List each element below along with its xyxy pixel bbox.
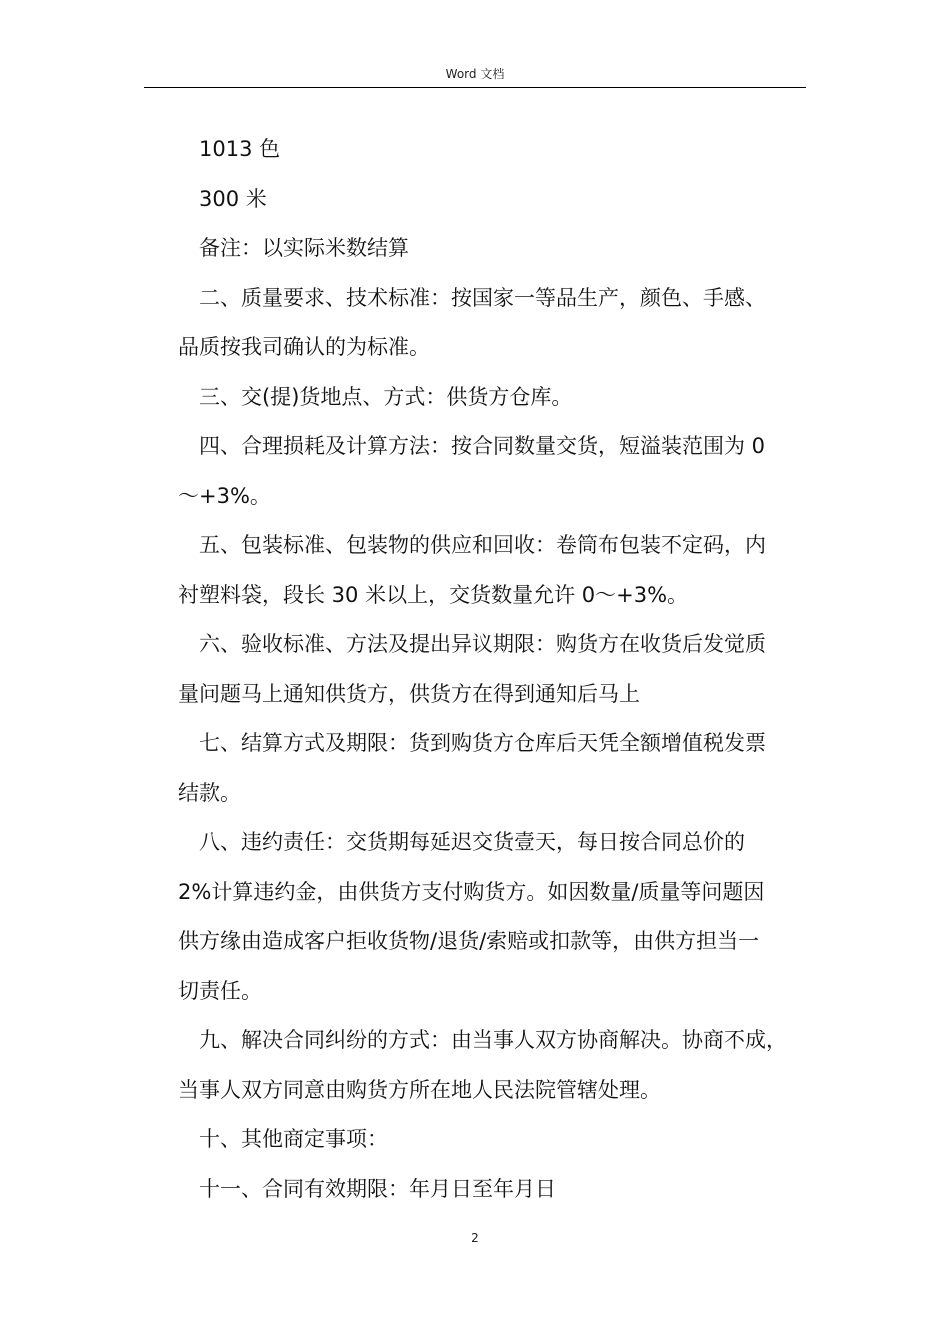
clause-10: 十、其他商定事项： [199, 1127, 388, 1151]
clause-8-line-2: 2%计算违约金，由供货方支付购货方。如因数量/质量等问题因 [178, 879, 765, 904]
clause-7-line-2: 结款。 [178, 780, 241, 805]
text-line-length: 300 米 [199, 186, 267, 211]
clause-2-line-2: 品质按我司确认的为标准。 [178, 335, 430, 359]
clause-6-line-1: 六、验收标准、方法及提出异议期限：购货方在收货后发觉质 [199, 632, 766, 656]
clause-4-line-1: 四、合理损耗及计算方法：按合同数量交货，短溢装范围为 0 [199, 434, 766, 458]
text-line-color-code: 1013 色 [199, 137, 281, 161]
clause-8-line-3: 供方缘由造成客户拒收货物/退货/索赔或扣款等，由供方担当一 [178, 929, 760, 953]
clause-8-line-4: 切责任。 [178, 978, 262, 1003]
clause-8-line-1: 八、违约责任：交货期每延迟交货壹天，每日按合同总价的 [199, 830, 745, 854]
header-divider [144, 87, 806, 88]
clause-6-line-2: 量问题马上通知供货方，供货方在得到通知后马上 [178, 681, 640, 706]
clause-5-line-2: 衬塑料袋，段长 30 米以上，交货数量允许 0～+3%。 [178, 582, 689, 607]
clause-2-line-1: 二、质量要求、技术标准：按国家一等品生产，颜色、手感、 [199, 285, 766, 310]
clause-4-line-2: ～+3%。 [178, 483, 271, 508]
clause-11: 十一、合同有效期限：年月日至年月日 [199, 1176, 556, 1201]
clause-5-line-1: 五、包装标准、包装物的供应和回收：卷筒布包装不定码，内 [199, 533, 766, 557]
page-header: Word 文档 [445, 67, 505, 81]
page-number: 2 [471, 1231, 479, 1245]
text-line-remark: 备注：以实际米数结算 [199, 236, 409, 260]
clause-9-line-2: 当事人双方同意由购货方所在地人民法院管辖处理。 [178, 1077, 661, 1102]
clause-7-line-1: 七、结算方式及期限：货到购货方仓库后天凭全额增值税发票 [199, 731, 766, 755]
clause-9-line-1: 九、解决合同纠纷的方式：由当事人双方协商解决。协商不成， [199, 1028, 787, 1052]
document-body [178, 125, 810, 1214]
clause-3: 三、交(提)货地点、方式：供货方仓库。 [199, 384, 573, 409]
